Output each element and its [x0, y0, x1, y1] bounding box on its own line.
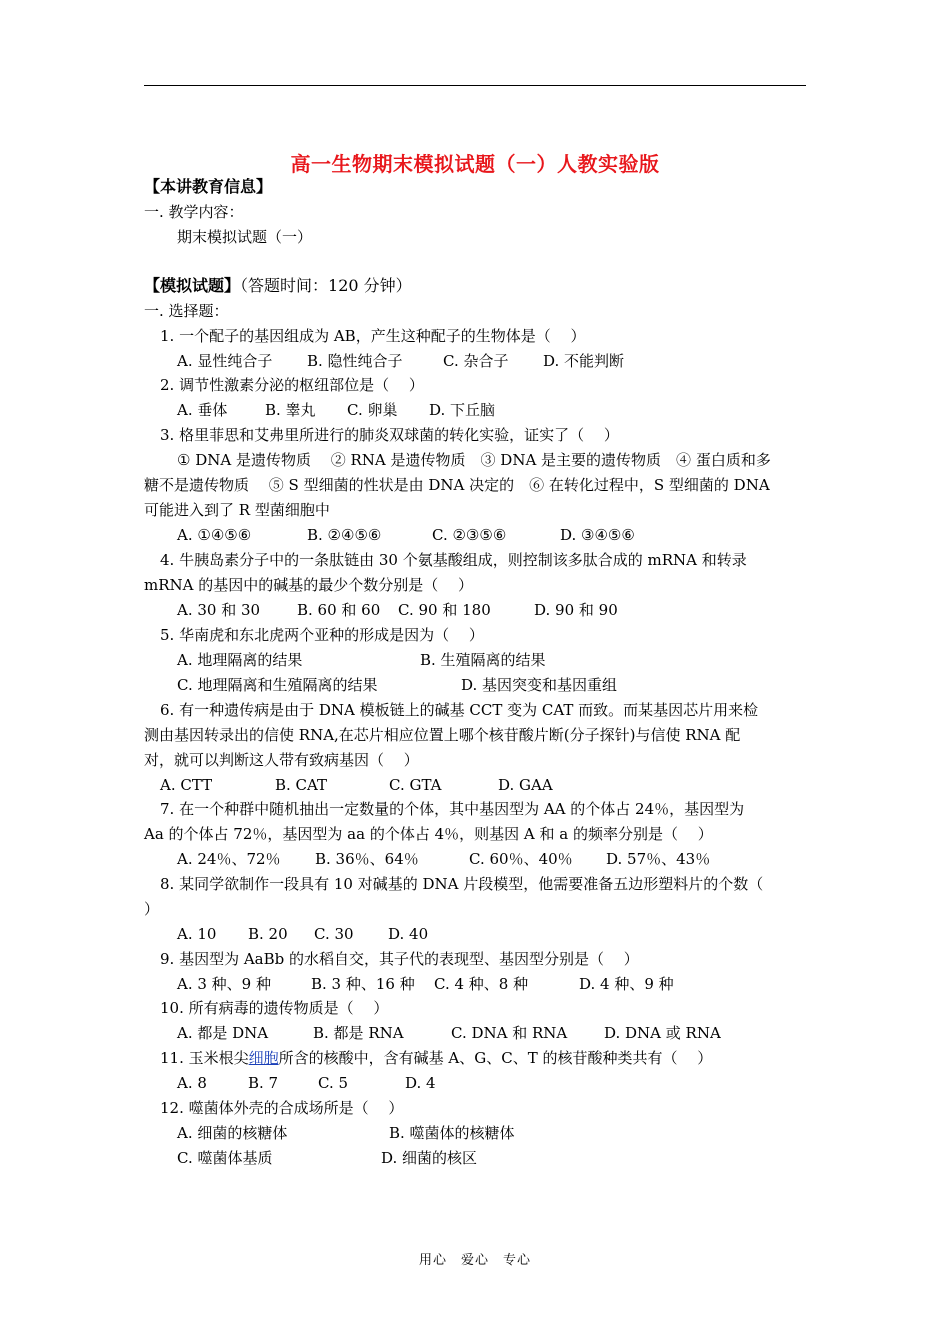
q6-line-3: 对，就可以判断这人带有致病基因（ ） [144, 751, 419, 769]
q2-stem: 2. 调节性激素分泌的枢纽部位是（ ） [160, 376, 424, 394]
q6-option-b: B. CAT [275, 776, 328, 794]
q5-option-d: D. 基因突变和基因重组 [461, 676, 618, 694]
q7-option-d: D. 57％、43％ [606, 850, 711, 868]
q3-line-2: 糖不是遗传物质 ⑤ S 型细菌的性状是由 DNA 决定的 ⑥ 在转化过程中，S 型细菌的 DNA [144, 476, 770, 494]
q9-option-b: B. 3 种、16 种 [311, 975, 415, 993]
q5-option-c: C. 地理隔离和生殖隔离的结果 [177, 676, 378, 694]
q1-stem: 1. 一个配子的基因组成为 AB，产生这种配子的生物体是（ ） [160, 327, 586, 345]
q10-option-b: B. 都是 RNA [313, 1024, 404, 1042]
q2-option-a: A. 垂体 [177, 401, 228, 419]
q12-stem: 12. 噬菌体外壳的合成场所是（ ） [160, 1099, 404, 1117]
q12-option-d: D. 细菌的核区 [381, 1149, 478, 1167]
sim-header-line [144, 276, 412, 296]
q6-line-1: 6. 有一种遗传病是由于 DNA 模板链上的碱基 CCT 变为 CAT 而致。而某基因芯片用来检 [160, 701, 759, 719]
q5-option-a: A. 地理隔离的结果 [177, 651, 303, 669]
q11-stem-end: 所含的核酸中，含有碱基 A、G、C、T 的核苷酸种类共有（ ） [278, 1049, 713, 1067]
q3-option-c: C. ②③⑤⑥ [432, 526, 507, 544]
q7-option-c: C. 60％、40％ [469, 850, 573, 868]
q10-stem: 10. 所有病毒的遗传物质是（ ） [160, 999, 389, 1017]
q4-option-c: C. 90 和 180 [398, 601, 491, 619]
q8-line-2: ） [144, 900, 160, 918]
q8-option-b: B. 20 [248, 925, 288, 943]
q4-line-1: 4. 牛胰岛素分子中的一条肽链由 30 个氨基酸组成，则控制该多肽合成的 mRNA 和转录 [160, 551, 747, 569]
q3-line-1: ① DNA 是遗传物质 ② RNA 是遗传物质 ③ DNA 是主要的遗传物质 ④ 蛋白质和多 [177, 451, 771, 469]
q9-option-a: A. 3 种、9 种 [177, 975, 271, 993]
q12-option-a: A. 细菌的核糖体 [177, 1124, 288, 1142]
q9-option-d: D. 4 种、9 种 [579, 975, 674, 993]
q9-option-c: C. 4 种、8 种 [434, 975, 529, 993]
sim-header: 【模拟试题】 [144, 276, 241, 295]
q7-option-a: A. 24％、72％ [177, 850, 281, 868]
q11-option-d: D. 4 [405, 1074, 436, 1092]
q4-line-2: mRNA 的基因中的碱基的最少个数分别是（ ） [144, 576, 474, 594]
teaching-label: 一. 教学内容： [144, 203, 244, 221]
q2-option-d: D. 下丘脑 [429, 401, 496, 419]
info-header: 【本讲教育信息】 [144, 177, 273, 196]
q11-option-c: C. 5 [318, 1074, 349, 1092]
q3-line-3: 可能进入到了 R 型菌细胞中 [144, 501, 330, 519]
q1-option-d: D. 不能判断 [543, 352, 625, 370]
q1-option-a: A. 显性纯合子 [177, 352, 273, 370]
page-footer: 用心 爱心 专心 [418, 1253, 531, 1268]
q4-option-d: D. 90 和 90 [534, 601, 618, 619]
q10-option-c: C. DNA 和 RNA [451, 1024, 568, 1042]
q9-stem: 9. 基因型为 AaBb 的水稻自交，其子代的表现型、基因型分别是（ ） [160, 950, 639, 968]
q2-option-c: C. 卵巢 [347, 401, 398, 419]
q5-option-b: B. 生殖隔离的结果 [420, 651, 546, 669]
teaching-content: 期末模拟试题（一） [177, 228, 313, 246]
q3-stem: 3. 格里菲思和艾弗里所进行的肺炎双球菌的转化实验，证实了（ ） [160, 426, 619, 444]
q11-option-a: A. 8 [177, 1074, 207, 1092]
q8-option-d: D. 40 [388, 925, 429, 943]
cell-link[interactable]: 细胞 [248, 1049, 279, 1067]
q7-option-b: B. 36％、64％ [315, 850, 419, 868]
q4-option-b: B. 60 和 60 [297, 601, 381, 619]
q8-option-a: A. 10 [177, 925, 217, 943]
q11-stem-start: 11. 玉米根尖 [160, 1049, 249, 1067]
q12-option-c: C. 噬菌体基质 [177, 1149, 273, 1167]
q3-option-a: A. ①④⑤⑥ [177, 526, 252, 544]
q1-option-b: B. 隐性纯合子 [307, 352, 403, 370]
page-title: 高一生物期末模拟试题（一）人教实验版 [290, 152, 660, 176]
q7-line-1: 7. 在一个种群中随机抽出一定数量的个体，其中基因型为 AA 的个体占 24％，基因型为 [160, 800, 745, 818]
header-rule [144, 85, 806, 86]
q6-option-d: D. GAA [498, 776, 553, 794]
q4-option-a: A. 30 和 30 [177, 601, 261, 619]
q6-option-a: A. CTT [160, 776, 213, 794]
q12-option-b: B. 噬菌体的核糖体 [389, 1124, 515, 1142]
q2-option-b: B. 睾丸 [265, 401, 316, 419]
q1-option-c: C. 杂合子 [443, 352, 509, 370]
q5-stem: 5. 华南虎和东北虎两个亚种的形成是因为（ ） [160, 626, 484, 644]
q6-option-c: C. GTA [389, 776, 442, 794]
sim-time: （答题时间：120 分钟） [240, 276, 412, 295]
q7-line-2: Aa 的个体占 72％，基因型为 aa 的个体占 4％，则基因 A 和 a 的频率分别是（ ） [144, 825, 713, 843]
q8-option-c: C. 30 [314, 925, 354, 943]
q11-stem [160, 1048, 712, 1068]
q10-option-a: A. 都是 DNA [177, 1024, 269, 1042]
q6-line-2: 测由基因转录出的信使 RNA,在芯片相应位置上哪个核苷酸片断(分子探针)与信使 RNA 配 [144, 726, 741, 744]
section-label: 一. 选择题： [144, 302, 229, 320]
q3-option-b: B. ②④⑤⑥ [307, 526, 382, 544]
q3-option-d: D. ③④⑤⑥ [560, 526, 635, 544]
q8-line-1: 8. 某同学欲制作一段具有 10 对碱基的 DNA 片段模型，他需要准备五边形塑料片的个数（ [160, 875, 764, 893]
q10-option-d: D. DNA 或 RNA [604, 1024, 721, 1042]
q11-option-b: B. 7 [248, 1074, 279, 1092]
